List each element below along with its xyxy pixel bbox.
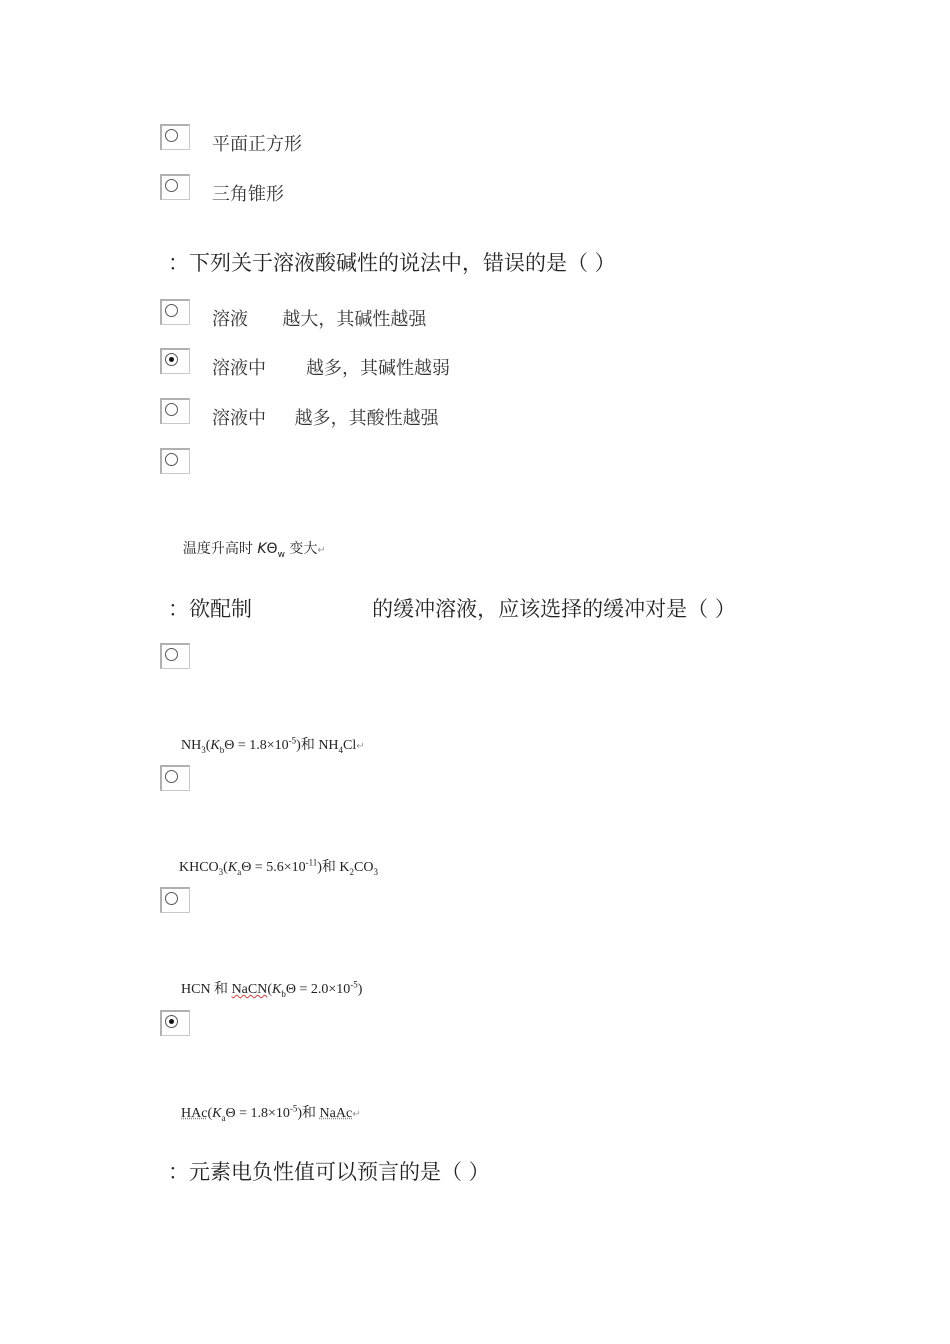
paragraph-mark: ↵: [317, 545, 326, 556]
q2-a-k: K: [210, 738, 220, 753]
question-1-prompt: ：下列关于溶液酸碱性的说法中，错误的是（ ）: [168, 251, 616, 275]
q2-a-part: (: [205, 738, 211, 753]
radio-circle: [165, 179, 178, 192]
radio-circle: [165, 648, 178, 661]
q2-c-part: (: [267, 982, 273, 997]
radio-circle: [165, 403, 178, 416]
q1-option-d-post: 变大: [284, 541, 318, 557]
radio-circle: [165, 304, 178, 317]
q2-a-exp: -5: [288, 735, 297, 746]
radio-q1-option-c[interactable]: [160, 398, 190, 424]
question-2-prompt: ：欲配制 的缓冲溶液，应该选择的缓冲对是（ ）: [168, 597, 736, 621]
paragraph-mark: ↵: [356, 741, 365, 752]
q2-b-sub: 3: [218, 866, 224, 877]
q2-d-k: K: [212, 1106, 222, 1121]
q2-b-sub: 2: [349, 866, 355, 877]
q2-d-part: (: [207, 1106, 213, 1121]
q2-d-exp: -5: [289, 1103, 298, 1114]
radio-circle: [165, 453, 178, 466]
q1-option-a-label: 溶液 越大，其碱性越强: [212, 309, 427, 330]
q2-d-hac: HAc: [181, 1106, 208, 1121]
q2-b-sub: 3: [373, 866, 378, 877]
radio-circle: [165, 892, 178, 905]
q2-d-part: )和: [297, 1106, 320, 1121]
q2-option-d-image-text: [174, 1086, 361, 1123]
radio-circle-checked: [165, 353, 178, 366]
q2-option-c-image-text: [174, 962, 362, 999]
q2-a-part: Θ = 1.8×10: [224, 738, 289, 753]
q2-a-part: Cl: [343, 738, 357, 753]
q2-d-ksub: a: [221, 1112, 226, 1123]
q2-b-exp: -11: [305, 857, 318, 868]
q2-a-sub: 3: [201, 744, 206, 755]
q1-option-d-w: w: [277, 549, 285, 560]
q2-c-k: K: [272, 982, 282, 997]
q2-c-nacn: NaCN: [231, 982, 268, 997]
q1-option-c-label: 溶液中 越多，其酸性越强: [212, 408, 439, 429]
q1-option-b-label: 溶液中 越多，其碱性越弱: [212, 358, 451, 379]
q2-b-ksub: a: [237, 866, 242, 877]
option-label-square-planar: 平面正方形: [212, 134, 302, 155]
paragraph-mark: ↵: [352, 1109, 361, 1120]
q2-option-b-image-text: [172, 840, 378, 877]
q2-c-part: ): [357, 982, 363, 997]
q2-b-part: )和 K: [317, 860, 350, 875]
q2-c-ksub: b: [281, 988, 286, 999]
q1-option-d-pre: 温度升高时: [182, 541, 258, 557]
radio-option-trigonal-pyramidal[interactable]: [160, 174, 190, 200]
q2-b-part: CO: [354, 860, 374, 875]
q2-b-k: K: [227, 860, 238, 875]
q1-option-d-theta: Θ: [266, 541, 278, 557]
q2-c-part: Θ = 2.0×10: [285, 982, 351, 997]
radio-circle: [165, 770, 178, 783]
q2-c-part: HCN 和: [181, 982, 232, 997]
radio-q1-option-a[interactable]: [160, 299, 190, 325]
q2-d-part: Θ = 1.8×10: [225, 1106, 290, 1121]
radio-circle-checked: [165, 1015, 178, 1028]
q2-d-naac: NaAc: [319, 1106, 353, 1121]
q2-a-part: NH: [181, 738, 202, 753]
q1-option-d-image-text: [174, 522, 326, 560]
q2-b-part: KHCO: [179, 860, 219, 875]
radio-q2-option-b[interactable]: [160, 765, 190, 791]
q2-a-ksub: b: [219, 744, 225, 755]
radio-option-square-planar[interactable]: [160, 124, 190, 150]
radio-q1-option-b[interactable]: [160, 348, 190, 374]
q2-a-part: )和 NH: [296, 738, 339, 753]
q2-option-a-image-text: [174, 718, 365, 755]
q1-option-d-k: K: [257, 541, 267, 557]
question-3-prompt: ：元素电负性值可以预言的是（ ）: [168, 1160, 490, 1184]
radio-circle: [165, 129, 178, 142]
q2-b-part: (: [223, 860, 228, 875]
radio-q2-option-d[interactable]: [160, 1010, 190, 1036]
radio-q2-option-a[interactable]: [160, 643, 190, 669]
q2-b-part: Θ = 5.6×10: [241, 860, 306, 875]
q2-a-sub: 4: [338, 744, 344, 755]
q2-c-exp: -5: [350, 979, 358, 990]
option-label-trigonal-pyramidal: 三角锥形: [212, 184, 284, 205]
radio-q1-option-d[interactable]: [160, 448, 190, 474]
radio-q2-option-c[interactable]: [160, 887, 190, 913]
